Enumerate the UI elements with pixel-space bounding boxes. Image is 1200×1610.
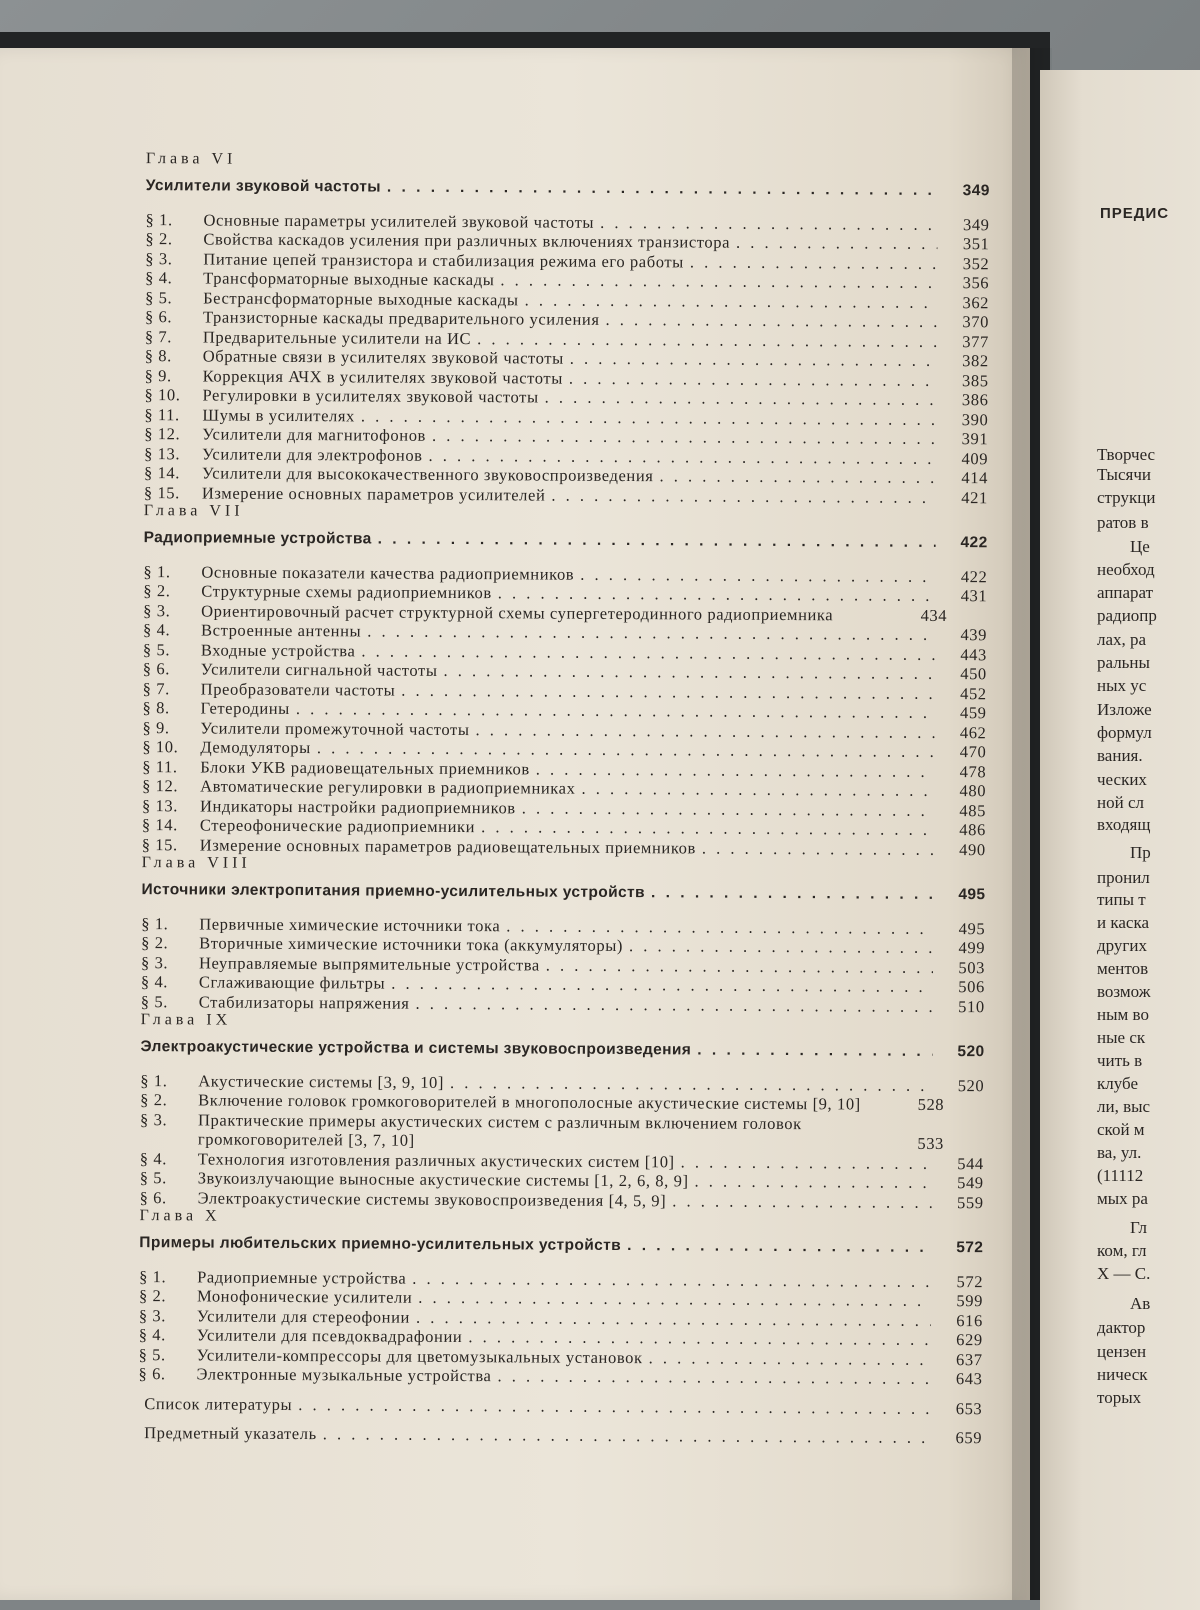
right-page-line: других [1097, 936, 1147, 955]
section-title: Бестрансформаторные выходные каскады [203, 287, 519, 309]
toc-appendix-entry[interactable] [122, 1393, 982, 1418]
dot-leader [651, 883, 934, 904]
chapter-title: Электроакустические устройства и системы звуковоспроизведения [140, 1038, 692, 1059]
section-number: § 2. [143, 581, 171, 601]
section-title: Усилители промежуточной частоты [200, 717, 470, 739]
appendix-title: Список литературы [144, 1393, 293, 1414]
section-page-number: 533 [917, 1133, 945, 1153]
section-page-number: 443 [960, 644, 987, 664]
section-page-number: 450 [960, 664, 987, 684]
section-page-number: 434 [920, 605, 948, 625]
section-page-number: 439 [960, 625, 988, 645]
dot-leader [580, 564, 935, 586]
section-page-number: 462 [959, 722, 987, 742]
right-page-line: ной сл [1097, 793, 1144, 812]
section-number: § 10. [144, 385, 181, 405]
chapter-block [128, 150, 990, 507]
right-page-line: ментов [1097, 959, 1149, 978]
section-page-number: 391 [961, 429, 989, 449]
section-page-number: 490 [959, 839, 986, 859]
section-title: Структурные схемы радиоприемников [201, 581, 492, 603]
section-title: Стереофонические радиоприемники [199, 815, 476, 837]
section-page-number: 559 [956, 1192, 984, 1212]
dot-leader [323, 1424, 931, 1447]
right-page-line: клубе [1097, 1074, 1138, 1093]
section-page-number: 544 [957, 1153, 984, 1173]
dot-leader [551, 485, 936, 507]
chapter-label: Глава VII [143, 502, 244, 520]
dot-leader [378, 530, 936, 553]
section-number: § 13. [141, 795, 179, 815]
section-page-number: 599 [956, 1291, 984, 1311]
right-page-line: ных ус [1097, 676, 1147, 695]
right-page-line: ные ск [1097, 1028, 1146, 1047]
section-number: § 4. [145, 268, 173, 288]
dot-leader [500, 270, 937, 292]
section-page-number: 385 [961, 370, 989, 390]
section-title: Питание цепей транзистора и стабилизация режима его работы [203, 248, 684, 271]
section-title: Акустические системы [3, 9, 10] [198, 1070, 445, 1092]
section-page-number: 549 [957, 1173, 984, 1193]
section-number: § 3. [143, 600, 171, 620]
section-title: Блоки УКВ радиовещательных приемников [200, 756, 530, 778]
section-title: Основные параметры усилителей звуковой частоты [203, 209, 595, 232]
section-number: § 14. [141, 815, 178, 835]
right-page-line: Пр [1130, 843, 1151, 862]
right-page-line: ком, гл [1097, 1241, 1147, 1260]
section-title: Монофонические усилители [196, 1286, 413, 1307]
section-title: Преобразователи частоты [200, 678, 396, 700]
section-page-number: 470 [959, 742, 987, 762]
section-title: Вторичные химические источники тока (аккумуляторы) [199, 933, 624, 956]
section-title: Стабилизаторы напряжения [198, 991, 410, 1013]
section-number: § 5. [142, 639, 171, 659]
section-page-number: 452 [960, 683, 987, 703]
dot-leader [627, 1236, 931, 1257]
dot-leader [736, 233, 938, 254]
section-title: Сглаживающие фильтры [198, 972, 386, 993]
section-number: § 3. [138, 1305, 167, 1325]
section-number: § 2. [140, 1090, 168, 1110]
section-title: Свойства каскадов усиления при различных включениях транзистора [203, 229, 731, 252]
section-number: § 15. [143, 482, 180, 502]
section-title: Усилители для стереофонии [196, 1305, 411, 1327]
chapter-title-row[interactable] [124, 1037, 984, 1062]
section-number: § 11. [142, 756, 178, 776]
table-of-contents [122, 150, 990, 1448]
dot-leader [695, 1171, 932, 1192]
section-page-number: 510 [958, 996, 985, 1016]
right-page-line: Це [1130, 537, 1150, 556]
toc-entry[interactable] [124, 1109, 984, 1153]
section-title: Звукоизлучающие выносные акустические системы [1, 2, 6, 8, 9] [197, 1168, 689, 1191]
section-number: § 5. [145, 287, 173, 307]
chapter-title-row[interactable] [128, 528, 988, 553]
right-page-line: X — С. [1097, 1264, 1151, 1283]
section-title: Входные устройства [200, 639, 356, 660]
section-page-number: 506 [958, 977, 985, 997]
dot-leader [697, 1040, 932, 1061]
section-number: § 1. [139, 1266, 167, 1286]
section-title: Усилители для магнитофонов [202, 424, 427, 445]
section-number: § 2. [145, 229, 173, 249]
section-number: § 6. [142, 659, 171, 679]
section-number: § 5. [139, 1168, 167, 1188]
section-title: Электроакустические системы звуковоспроизведения [4, 5, 9] [197, 1187, 667, 1210]
section-title: Усилители для электрофонов [202, 443, 423, 465]
dot-leader [672, 1191, 931, 1212]
section-title: Обратные связи в усилителях звуковой частоты [202, 346, 564, 368]
section-number: § 12. [142, 776, 179, 796]
section-page-number: 362 [962, 292, 990, 312]
section-title: Технология изготовления различных акустических систем [10] [197, 1148, 675, 1171]
section-number: § 1. [140, 1070, 168, 1090]
dot-leader [498, 583, 936, 605]
right-page-line: (11112 [1097, 1166, 1144, 1185]
dot-leader [497, 1366, 930, 1388]
section-number: § 12. [144, 424, 181, 444]
section-number: § 9. [144, 365, 172, 385]
section-page-number: 409 [961, 448, 989, 468]
right-page-line: Изложе [1097, 700, 1152, 719]
section-number: § 2. [141, 933, 169, 953]
section-page-number: 499 [958, 938, 986, 958]
right-page-line: Тысячи [1097, 465, 1151, 484]
section-number: § 11. [144, 404, 180, 424]
section-title: Трансформаторные выходные каскады [203, 268, 495, 290]
section-page-number: 382 [962, 351, 989, 371]
chapter-block [122, 1207, 983, 1389]
section-title: Встроенные антенны [201, 620, 362, 641]
right-page-line: ническ [1097, 1365, 1148, 1384]
section-page-number: 495 [958, 918, 986, 938]
section-title: Транзисторные каскады предварительного усиления [202, 307, 600, 329]
section-number: § 7. [144, 326, 173, 346]
chapter-page-number: 422 [960, 534, 988, 552]
right-page-line: Ав [1130, 1294, 1151, 1313]
section-page-number: 643 [955, 1369, 983, 1389]
right-page-line: ли, выс [1097, 1097, 1151, 1116]
section-number: § 15. [141, 834, 178, 854]
appendix-title: Предметный указатель [144, 1423, 317, 1444]
section-title: Автоматические регулировки в радиоприемниках [200, 776, 576, 798]
right-page-line: и каска [1097, 913, 1149, 932]
right-page-heading: ПРЕДИС [1100, 205, 1170, 222]
section-title: Электронные музыкальные устройства [196, 1364, 492, 1386]
dot-leader [415, 993, 932, 1016]
section-page-number: 520 [957, 1075, 985, 1095]
section-page-number: 422 [960, 566, 988, 586]
section-title: Предварительные усилители на ИС [202, 326, 472, 348]
right-page-line: возмож [1097, 982, 1151, 1001]
right-page-line: лах, ра [1097, 630, 1147, 649]
section-page-number: 459 [959, 703, 987, 723]
section-number: § 3. [140, 952, 169, 972]
chapter-block [124, 1011, 985, 1212]
section-title: Усилители-компрессоры для цветомузыкальных установок [196, 1344, 643, 1367]
section-title: Усилители сигнальной частоты [200, 659, 438, 680]
chapter-title-row[interactable] [130, 176, 990, 201]
dot-leader [570, 349, 937, 371]
chapter-page-number: 520 [957, 1043, 985, 1061]
section-page-number: 485 [959, 800, 987, 820]
section-title: Индикаторы настройки радиоприемников [199, 795, 516, 817]
chapter-page-number: 495 [958, 886, 986, 904]
section-page-number: 356 [962, 273, 990, 293]
right-page-line: цензен [1097, 1342, 1147, 1361]
section-number: § 14. [143, 463, 181, 483]
section-page-number: 528 [917, 1094, 945, 1114]
section-number: § 5. [140, 991, 169, 1011]
dot-leader [659, 466, 936, 487]
chapter-title-row[interactable] [123, 1233, 983, 1258]
chapter-block [126, 502, 988, 859]
section-page-number: 414 [961, 468, 989, 488]
right-page-line: ным во [1097, 1005, 1149, 1024]
section-number: § 10. [142, 737, 179, 757]
section-page-number: 572 [956, 1271, 984, 1291]
right-page-line: вания. [1097, 746, 1143, 765]
section-page-number: 478 [959, 761, 987, 781]
dot-leader [600, 212, 938, 234]
section-title: Ориентировочный расчет структурной схемы супергетеродинного радиоприемника [201, 600, 834, 624]
section-number: § 3. [145, 248, 173, 268]
right-page [1040, 70, 1200, 1610]
section-page-number: 480 [959, 781, 987, 801]
section-number: § 8. [142, 698, 170, 718]
section-title: Основные показатели качества радиоприемников [201, 561, 575, 584]
dot-leader [298, 1395, 930, 1418]
section-page-number: 486 [959, 820, 986, 840]
section-title: Первичные химические источники тока [199, 913, 501, 935]
chapter-label: Глава VIII [141, 854, 251, 872]
chapter-label: Глава VI [145, 150, 237, 168]
section-number: § 7. [142, 678, 170, 698]
section-page-number: 377 [962, 331, 989, 351]
section-title: Регулировки в усилителях звуковой частоты [202, 385, 539, 407]
section-page-number: 503 [958, 957, 986, 977]
section-number: § 1. [143, 561, 171, 581]
dot-leader [536, 759, 935, 781]
right-page-line: ской м [1097, 1120, 1145, 1139]
dot-leader [569, 368, 937, 390]
dot-leader [545, 388, 937, 410]
dot-leader [681, 1152, 932, 1173]
dot-leader [522, 798, 934, 820]
section-number: § 8. [144, 346, 172, 366]
appendix-page-number: 653 [955, 1398, 983, 1418]
section-page-number: 431 [960, 586, 988, 606]
chapter-title-row[interactable] [125, 880, 985, 905]
toc-entry[interactable] [122, 1364, 982, 1389]
dot-leader [649, 1348, 931, 1369]
section-title: Измерение основных параметров радиовещательных приемников [199, 834, 696, 857]
right-page-line: формул [1097, 723, 1152, 742]
section-number: § 4. [140, 972, 169, 992]
right-page-line: ральны [1097, 653, 1150, 672]
right-page-line: ва, ул. [1097, 1143, 1142, 1162]
right-page-line: Гл [1130, 1218, 1148, 1237]
section-number: § 3. [140, 1109, 168, 1129]
dot-leader [605, 310, 937, 332]
section-page-number: 637 [956, 1349, 983, 1369]
dot-leader [506, 916, 933, 938]
section-title: Усилители для высококачественного звуковоспроизведения [201, 463, 654, 486]
section-number: § 1. [141, 913, 169, 933]
section-page-number: 629 [956, 1330, 983, 1350]
right-page-line: ратов в [1097, 513, 1149, 532]
dot-leader [387, 178, 938, 201]
right-page-line: чить в [1097, 1051, 1143, 1070]
right-page-line: дактор [1097, 1318, 1146, 1337]
right-page-line: необход [1097, 560, 1155, 579]
chapter-label: Глава IX [140, 1011, 232, 1029]
section-title: Коррекция АЧХ в усилителях звуковой частоты [202, 365, 563, 388]
section-number: § 4. [143, 620, 171, 640]
section-title: Неуправляемые выпрямительные устройства [198, 952, 540, 975]
right-page-line: типы т [1097, 890, 1146, 909]
chapter-title: Радиоприемные устройства [143, 529, 372, 548]
section-page-number: 349 [962, 214, 990, 234]
right-page-line: пронил [1097, 868, 1150, 887]
section-number: § 6. [139, 1187, 167, 1207]
section-title: Усилители для псевдоквадрафонии [196, 1325, 463, 1347]
right-page-line: Творчес [1097, 445, 1156, 464]
appendix-page-number: 659 [955, 1428, 983, 1448]
section-page-number: 386 [961, 390, 989, 410]
section-number: § 2. [138, 1286, 167, 1306]
section-number: § 6. [144, 307, 173, 327]
section-title: Практические примеры акустических систем с различным включением головок громкоговорителей [3, 7, 10] [197, 1109, 802, 1150]
section-number: § 6. [138, 1364, 166, 1384]
dot-leader [581, 779, 934, 801]
section-title: Радиоприемные устройства [197, 1266, 407, 1288]
dot-leader [546, 955, 933, 977]
right-page-line: мых ра [1097, 1189, 1148, 1208]
section-number: § 13. [144, 443, 181, 463]
chapter-page-number: 572 [956, 1239, 984, 1257]
chapter-title: Источники электропитания приемно-усилительных устройств [141, 881, 646, 902]
section-page-number: 421 [961, 487, 988, 507]
section-number: § 9. [142, 717, 170, 737]
section-page-number: 351 [962, 234, 990, 254]
section-title: Включение головок громкоговорителей в многополосные акустические системы [9, 10] [198, 1090, 861, 1114]
right-page-line: входящ [1097, 815, 1151, 834]
section-page-number: 370 [962, 312, 990, 332]
chapter-title: Примеры любительских приемно-усилительных устройств [139, 1234, 622, 1255]
section-title: Гетеродины [200, 698, 290, 718]
dot-leader [702, 838, 934, 859]
section-number: § 5. [138, 1344, 166, 1364]
section-page-number: 390 [961, 409, 989, 429]
section-page-number: 352 [962, 253, 990, 273]
right-page-line: струкци [1097, 488, 1156, 507]
chapter-title: Усилители звуковой частоты [145, 177, 381, 196]
chapter-block [125, 854, 986, 1016]
dot-leader [525, 290, 938, 312]
section-title: Шумы в усилителях [202, 404, 355, 425]
section-title: Демодуляторы [200, 737, 311, 758]
chapter-page-number: 349 [962, 182, 990, 200]
right-page-line: радиопр [1097, 606, 1157, 625]
right-page-line: аппарат [1097, 583, 1154, 602]
section-number: § 1. [145, 209, 173, 229]
right-page-line: ческих [1097, 770, 1147, 789]
section-title: Измерение основных параметров усилителей [201, 482, 546, 505]
section-number: § 4. [139, 1148, 168, 1168]
right-page-line: торых [1097, 1388, 1142, 1407]
section-number: § 4. [138, 1325, 166, 1345]
chapter-label: Глава X [139, 1207, 221, 1225]
dot-leader [690, 252, 938, 273]
section-page-number: 616 [956, 1310, 983, 1330]
dot-leader [629, 936, 933, 957]
